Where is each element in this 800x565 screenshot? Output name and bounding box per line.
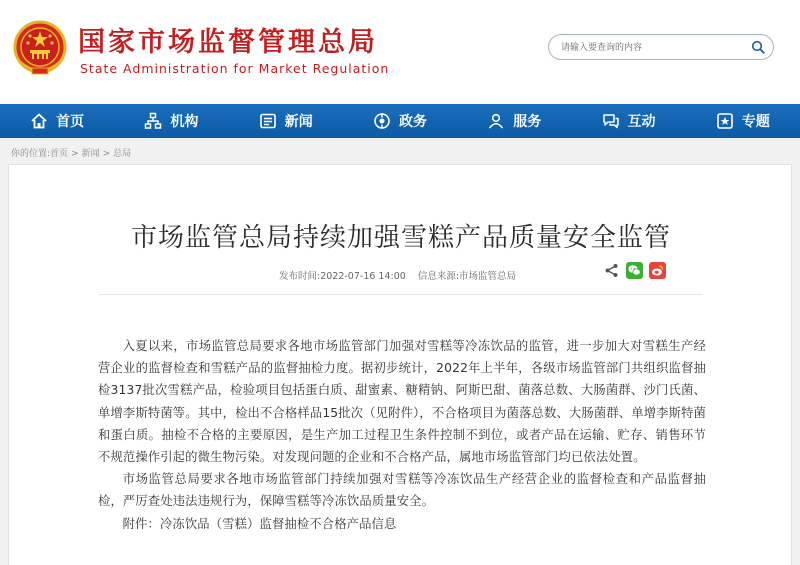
topic-icon	[716, 112, 734, 130]
breadcrumb-separator: >	[71, 149, 79, 159]
organization-icon	[144, 112, 162, 130]
site-header	[0, 0, 800, 104]
wechat-icon	[627, 263, 642, 278]
breadcrumb-link-news[interactable]: 新闻	[81, 149, 100, 159]
search-input[interactable]	[559, 37, 743, 59]
interaction-icon	[602, 112, 620, 130]
nav-item-interaction[interactable]	[594, 111, 664, 131]
news-icon	[259, 112, 277, 130]
article-meta	[279, 268, 516, 282]
nav-item-organization[interactable]	[136, 111, 206, 131]
publish-time: 2022-07-16 14:00	[320, 271, 406, 282]
national-emblem-icon	[12, 20, 68, 78]
attachment-link[interactable]: 附件：冷冻饮品（雪糕）监督抽检不合格产品信息	[122, 516, 397, 531]
breadcrumb-link-headquarters[interactable]: 总局	[113, 149, 132, 159]
weibo-share-button[interactable]	[649, 262, 666, 279]
article-body	[98, 335, 706, 535]
nav-item-home[interactable]	[22, 111, 92, 131]
government-affairs-icon	[373, 112, 391, 130]
share-icon	[604, 263, 619, 278]
site-title: 国家市场监督管理总局	[78, 27, 378, 58]
nav-item-label: 互动	[627, 114, 656, 130]
breadcrumb-link-home[interactable]: 首页	[50, 149, 69, 159]
weibo-icon	[650, 263, 665, 278]
article-paragraph: 入夏以来，市场监管总局要求各地市场监管部门加强对雪糕等冷冻饮品的监管，进一步加大对雪糕生产经营企业的监督检查和雪糕产品的监督抽检力度。据初步统计，2022年上半年，各级市场监管部门共组织监督抽检3137批次雪糕产品，检验项目包括蛋白质、甜蜜素、糖精钠、阿斯巴甜、菌落总数、大肠菌群、沙门氏菌、单增李斯特菌等。其中，检出不合格样品15批次（见附件），不合格项目为菌落总数、大肠菌群、单增李斯特菌和蛋白质。抽检不合格的主要原因，是生产加工过程卫生条件控制不到位，或者产品在运输、贮存、销售环节不规范操作引起的微生物污染。对发现问题的企业和不合格产品，属地市场监管部门均已依法处置。	[98, 339, 706, 465]
search-box	[548, 34, 774, 60]
search-icon[interactable]	[751, 40, 765, 54]
breadcrumb-separator: >	[102, 149, 111, 159]
nav-item-service[interactable]	[479, 111, 549, 131]
nav-item-label: 新闻	[284, 114, 313, 130]
nav-item-label: 机构	[170, 114, 199, 130]
share-button[interactable]	[603, 262, 620, 279]
wechat-share-button[interactable]	[626, 262, 643, 279]
divider	[99, 294, 703, 295]
article-panel	[8, 164, 792, 565]
nav-item-news[interactable]	[251, 111, 321, 131]
breadcrumb	[11, 146, 131, 159]
nav-item-topic[interactable]	[708, 111, 778, 131]
site-subtitle-en: State Administration for Market Regulation	[80, 61, 390, 76]
nav-item-label: 政务	[398, 114, 427, 130]
service-icon	[487, 112, 505, 130]
home-icon	[30, 112, 48, 130]
article-paragraph: 市场监管总局要求各地市场监管部门持续加强对雪糕等冷冻饮品生产经营企业的监督检查和产品监督抽检，严厉查处违法违规行为，保障雪糕等冷冻饮品质量安全。	[98, 472, 706, 509]
publish-label: 发布时间:	[279, 271, 321, 282]
main-nav	[0, 104, 800, 138]
nav-item-label: 服务	[513, 114, 542, 130]
nav-item-label: 首页	[56, 114, 85, 130]
source-value: 市场监管总局	[459, 271, 517, 282]
nav-item-government-affairs[interactable]	[365, 111, 435, 131]
share-bar	[603, 262, 666, 279]
breadcrumb-prefix: 你的位置:	[11, 149, 51, 159]
source-label: 信息来源:	[417, 271, 460, 282]
nav-item-label: 专题	[741, 114, 770, 130]
article-title: 市场监管总局持续加强雪糕产品质量安全监管	[130, 223, 671, 253]
